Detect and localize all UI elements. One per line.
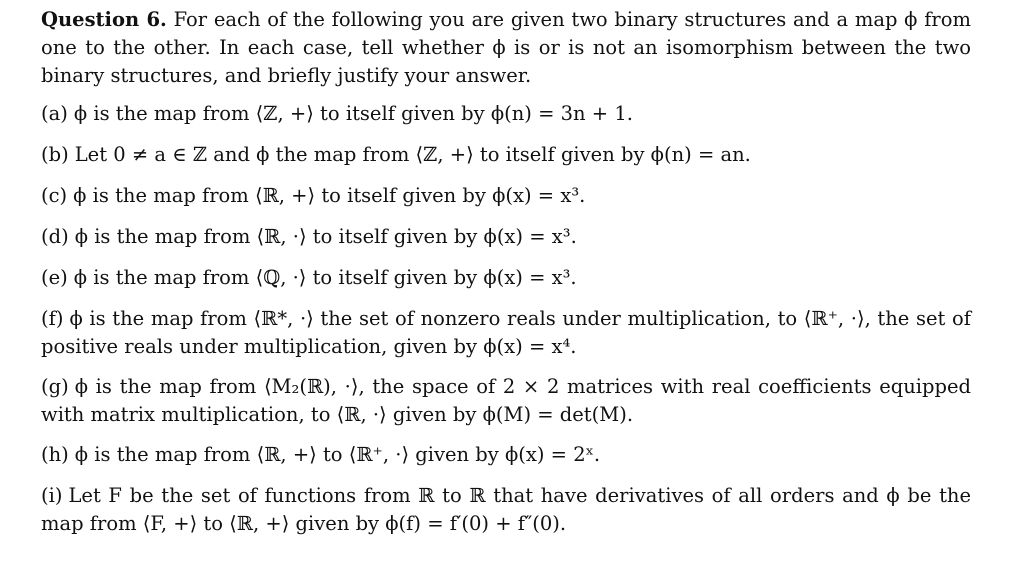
item-label: (f) bbox=[41, 307, 64, 330]
item-text: ϕ is the map from ⟨M₂(ℝ), ·⟩, the space of 2 × 2 matrices with real coefficients equipped with matrix multiplication, to ⟨ℝ, ·⟩ given by ϕ(M) = det(M). bbox=[41, 375, 971, 426]
list-item-i bbox=[41, 482, 971, 538]
item-label: (c) bbox=[41, 184, 68, 207]
question-label: Question 6. bbox=[41, 8, 167, 31]
item-label: (g) bbox=[41, 375, 69, 398]
list-item-e bbox=[41, 264, 971, 292]
item-text: ϕ is the map from ⟨ℝ*, ·⟩ the set of nonzero reals under multiplication, to ⟨ℝ⁺, ·⟩, the set of positive reals under multiplication, given by ϕ(x) = x⁴. bbox=[41, 307, 971, 358]
question-intro bbox=[41, 6, 971, 90]
item-text: ϕ is the map from ⟨ℚ, ·⟩ to itself given by ϕ(x) = x³. bbox=[73, 266, 577, 289]
item-text: ϕ is the map from ⟨ℝ, +⟩ to ⟨ℝ⁺, ·⟩ given by ϕ(x) = 2ˣ. bbox=[74, 443, 601, 466]
document-page bbox=[41, 6, 971, 550]
list-item-f bbox=[41, 305, 971, 361]
list-item-c bbox=[41, 182, 971, 210]
item-label: (a) bbox=[41, 102, 68, 125]
item-text: ϕ is the map from ⟨ℝ, +⟩ to itself given by ϕ(x) = x³. bbox=[73, 184, 586, 207]
item-label: (h) bbox=[41, 443, 69, 466]
item-text: Let F be the set of functions from ℝ to ℝ that have derivatives of all orders and ϕ be the map from ⟨F, +⟩ to ⟨ℝ, +⟩ given by ϕ(f) = f′(0) + f″(0). bbox=[41, 484, 971, 535]
list-item-a bbox=[41, 100, 971, 128]
item-label: (e) bbox=[41, 266, 68, 289]
item-label: (b) bbox=[41, 143, 69, 166]
list-item-d bbox=[41, 223, 971, 251]
item-text: ϕ is the map from ⟨ℤ, +⟩ to itself given by ϕ(n) = 3n + 1. bbox=[73, 102, 633, 125]
list-item-h bbox=[41, 441, 971, 469]
item-text: Let 0 ≠ a ∈ ℤ and ϕ the map from ⟨ℤ, +⟩ to itself given by ϕ(n) = an. bbox=[74, 143, 751, 166]
question-text: For each of the following you are given two binary structures and a map ϕ from one to the other. In each case, tell whether ϕ is or is not an isomorphism between the two binary structures, and briefly justify your answer. bbox=[41, 8, 971, 87]
list-item-g bbox=[41, 373, 971, 429]
item-text: ϕ is the map from ⟨ℝ, ·⟩ to itself given by ϕ(x) = x³. bbox=[74, 225, 577, 248]
item-label: (i) bbox=[41, 484, 63, 507]
item-label: (d) bbox=[41, 225, 69, 248]
list-item-b bbox=[41, 141, 971, 169]
